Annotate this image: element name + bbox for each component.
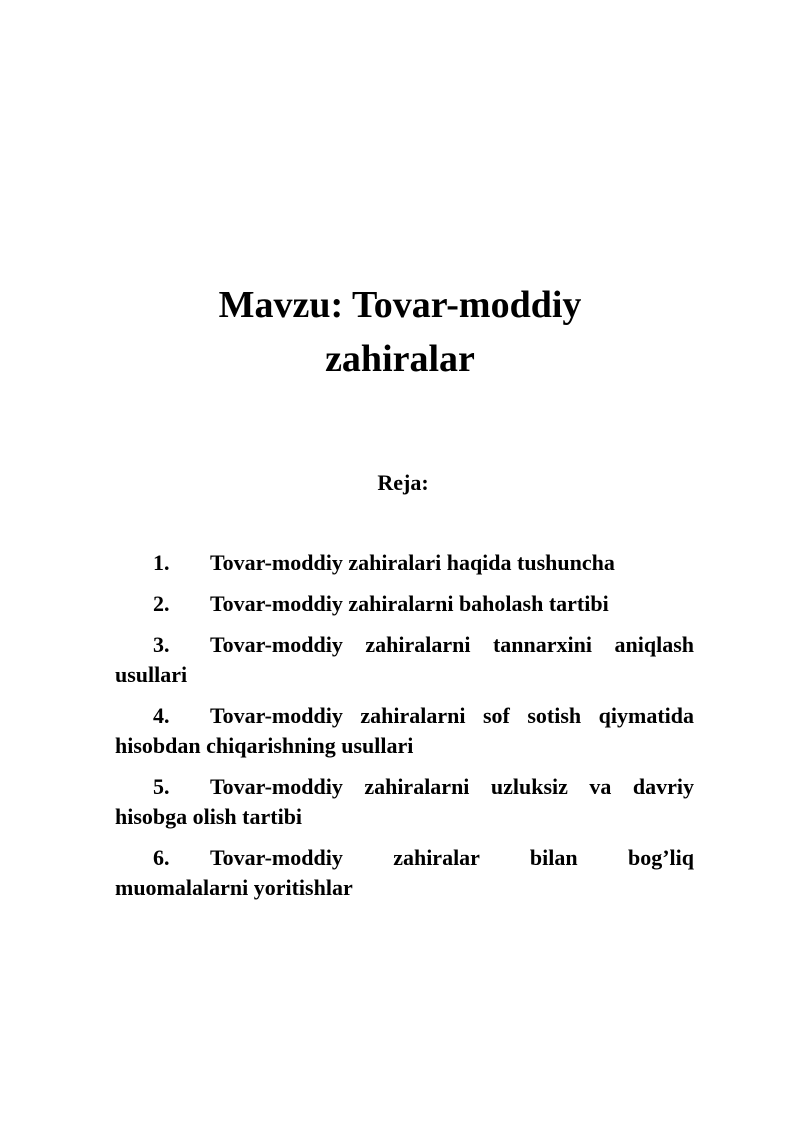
page-title [0, 278, 800, 386]
plan-item-number: 5. [153, 774, 170, 799]
plan-list [115, 548, 694, 914]
title-line-2: zahiralar [325, 338, 475, 380]
plan-item-text: Tovar-moddiy zahiralarni sof sotish qiymatida hisobdan chiqarishning usullari [115, 703, 694, 758]
plan-item-number: 2. [153, 591, 170, 616]
plan-item-6 [115, 843, 694, 903]
title-line-1: Mavzu: Tovar-moddiy [218, 284, 582, 326]
plan-item-text: Tovar-moddiy zahiralari haqida tushuncha [210, 550, 615, 575]
plan-item-text: Tovar-moddiy zahiralarni uzluksiz va davriy hisobga olish tartibi [115, 774, 694, 829]
plan-item-5 [115, 772, 694, 832]
plan-item-text: Tovar-moddiy zahiralarni baholash tartibi [210, 591, 609, 616]
plan-item-3 [115, 630, 694, 690]
plan-item-1 [115, 548, 694, 578]
plan-item-4 [115, 701, 694, 761]
plan-item-number: 4. [153, 703, 170, 728]
plan-item-number: 1. [153, 550, 170, 575]
plan-heading: Reja: [377, 470, 429, 495]
plan-item-number: 6. [153, 845, 170, 870]
plan-item-text: Tovar-moddiy zahiralar bilan bog’liq muomalalarni yoritishlar [115, 845, 694, 900]
plan-item-number: 3. [153, 632, 170, 657]
plan-item-2 [115, 589, 694, 619]
plan-item-text: Tovar-moddiy zahiralarni tannarxini aniqlash usullari [115, 632, 694, 687]
